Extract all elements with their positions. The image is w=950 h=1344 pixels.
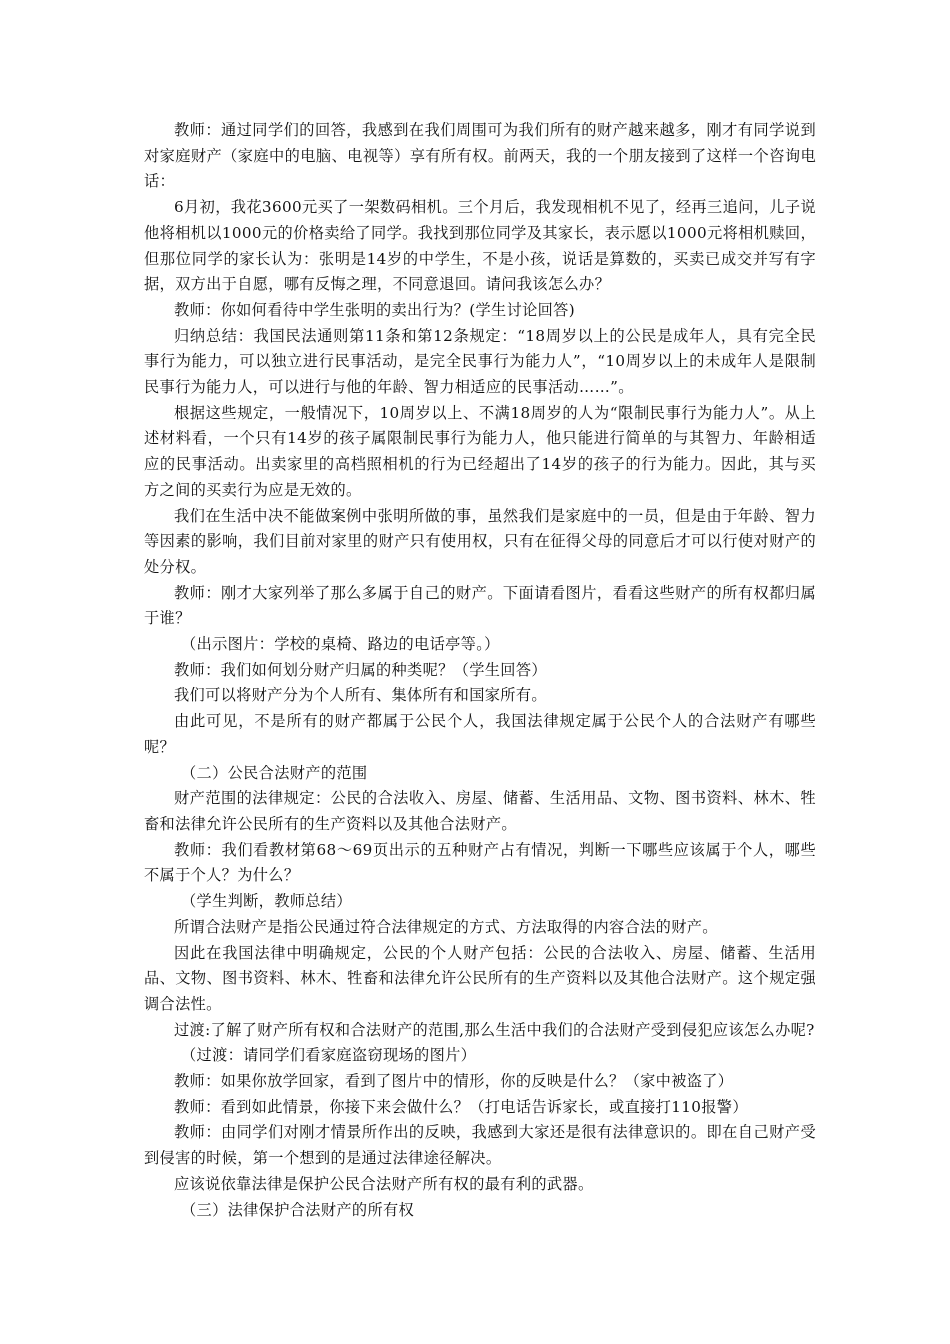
- paragraph: 教师：看到如此情景，你接下来会做什么？（打电话告诉家长，或直接打110报警）: [174, 1097, 748, 1116]
- paragraph: 所谓合法财产是指公民通过符合法律规定的方式、方法取得的内容合法的财产。: [174, 917, 718, 936]
- paragraph: 应该说依靠法律是保护公民合法财产所有权的最有利的武器。: [174, 1174, 594, 1193]
- paragraph: 教师：由同学们对刚才情景所作出的反映，我感到大家还是很有法律意识的。即在自己财产受到侵害的时候，第一个想到的是通过法律途径解决。: [144, 1123, 816, 1168]
- section-heading: （三）法律保护合法财产的所有权: [181, 1200, 415, 1219]
- paragraph: 由此可见，不是所有的财产都属于公民个人，我国法律规定属于公民个人的合法财产有哪些呢？: [144, 712, 816, 756]
- paragraph: 教师：我们看教材第68～69页出示的五种财产占有情况，判断一下哪些应该属于个人，哪些不属于个人？为什么？: [144, 840, 816, 885]
- paragraph: 我们可以将财产分为个人所有、集体所有和国家所有。: [174, 686, 547, 705]
- paragraph: 教师：刚才大家列举了那么多属于自己的财产。下面请看图片，看看这些财产的所有权都归属于谁？: [144, 583, 816, 628]
- paragraph: 过渡:了解了财产所有权和合法财产的范围,那么生活中我们的合法财产受到侵犯应该怎么办呢?: [174, 1020, 815, 1039]
- paragraph: 教师：我们如何划分财产归属的种类呢？（学生回答）: [174, 660, 547, 679]
- document-body: [144, 118, 816, 1223]
- paragraph: 教师：你如何看待中学生张明的卖出行为？(学生讨论回答): [174, 300, 575, 319]
- paragraph: 财产范围的法律规定：公民的合法收入、房屋、储蓄、生活用品、文物、图书资料、林木、牲畜和法律允许公民所有的生产资料以及其他合法财产。: [144, 789, 816, 833]
- paragraph: （出示图片：学校的桌椅、路边的电话亭等。）: [181, 635, 500, 654]
- paragraph: 根据这些规定，一般情况下，10周岁以上、不满18周岁的人为“限制民事行为能力人”。从上述材料看，一个只有14岁的孩子属限制民事行为能力人，他只能进行简单的与其智力、年龄相适应的民事活动。出卖家里的高档照相机的行为已经超出了14岁的孩子的行为能力。因此，其与买方之间的买卖行为应是无效的。: [144, 403, 816, 499]
- paragraph: 教师：通过同学们的回答，我感到在我们周围可为我们所有的财产越来越多，刚才有同学说到对家庭财产（家庭中的电脑、电视等）享有所有权。前两天，我的一个朋友接到了这样一个咨询电话：: [144, 121, 816, 191]
- paragraph: 归纳总结：我国民法通则第11条和第12条规定：“18周岁以上的公民是成年人，具有完全民事行为能力，可以独立进行民事活动，是完全民事行为能力人”，“10周岁以上的未成年人是限制民事行为能力人，可以进行与他的年龄、智力相适应的民事活动……”。: [144, 326, 816, 397]
- paragraph: 6月初，我花3600元买了一架数码相机。三个月后，我发现相机不见了，经再三追问，儿子说他将相机以1000元的价格卖给了同学。我找到那位同学及其家长，表示愿以1000元将相机赎回，但那位同学的家长认为：张明是14岁的中学生，不是小孩，说话是算数的，买卖已成交并写有字据，双方出于自愿，哪有反悔之理，不同意退回。请问我该怎么办？: [144, 198, 816, 294]
- paragraph: 因此在我国法律中明确规定，公民的个人财产包括：公民的合法收入、房屋、储蓄、生活用品、文物、图书资料、林木、牲畜和法律允许公民所有的生产资料以及其他合法财产。这个规定强调合法性。: [144, 943, 816, 1013]
- paragraph: （学生判断，教师总结）: [181, 892, 352, 911]
- paragraph: （过渡：请同学们看家庭盗窃现场的图片）: [181, 1046, 477, 1065]
- paragraph: 我们在生活中决不能做案例中张明所做的事，虽然我们是家庭中的一员，但是由于年龄、智力等因素的影响，我们目前对家里的财产只有使用权，只有在征得父母的同意后才可以行使对财产的处分权。: [144, 506, 816, 576]
- paragraph: 教师：如果你放学回家，看到了图片中的情形，你的反映是什么？（家中被盗了）: [174, 1072, 734, 1091]
- section-heading: （二）公民合法财产的范围: [181, 763, 368, 782]
